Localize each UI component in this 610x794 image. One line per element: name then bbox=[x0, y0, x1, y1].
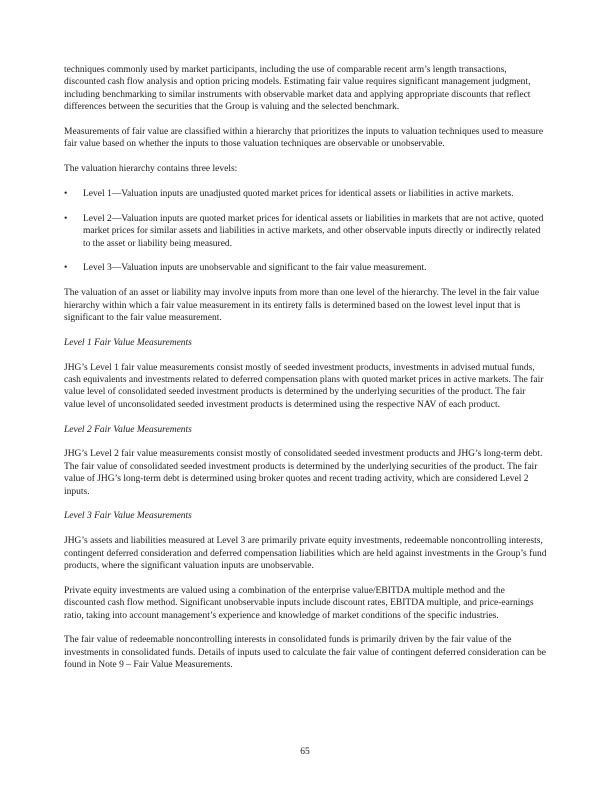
heading-level-1: Level 1 Fair Value Measurements bbox=[64, 337, 192, 348]
paragraph-fair-value-techniques: techniques commonly used by market participants, including the use of comparable recent arm’s length transactions, discounted cash flow analysis and option pricing models. Estimating fair value requires significant management judgment, including benchmarking to similar instruments with observable market data and applying appropriate discounts that reflect differences between the securities that the Group is valuing and the selected benchmark. bbox=[64, 65, 531, 113]
valuation-levels-list bbox=[64, 188, 548, 275]
list-item-level-1 bbox=[64, 188, 548, 200]
paragraph-hierarchy-levels: The valuation of an asset or liability may involve inputs from more than one level of the hierarchy. The level in the fair value hierarchy within which a fair value measurement in its entirety falls is determined based on the lowest level input that is significant to the fair value measurement. bbox=[64, 288, 540, 324]
bullet-icon: • bbox=[64, 213, 68, 224]
paragraph-three-levels: The valuation hierarchy contains three levels: bbox=[64, 164, 238, 175]
bullet-icon: • bbox=[64, 263, 68, 274]
bullet-icon: • bbox=[64, 189, 68, 200]
level-2-text: Level 2—Valuation inputs are quoted market prices for identical assets or liabilities in markets that are not active, quoted market prices for similar assets and liabilities in active markets, and other observable inputs directly or indirectly related to the asset or liability being measured. bbox=[83, 213, 544, 249]
page-number: 65 bbox=[300, 747, 310, 757]
list-item-level-3 bbox=[64, 262, 548, 274]
level-3-text: Level 3—Valuation inputs are unobservable and significant to the fair value measurement. bbox=[83, 263, 427, 274]
list-item-level-2 bbox=[64, 213, 548, 250]
level-1-text: Level 1—Valuation inputs are unadjusted quoted market prices for identical assets or liabilities in active markets. bbox=[83, 189, 514, 200]
paragraph-level-1: JHG’s Level 1 fair value measurements consist mostly of seeded investment products, investments in advised mutual funds, cash equivalents and investments related to deferred compensation plans with quoted market prices in active markets. The fair value level of consolidated seeded investment products is determined by the underlying securities of the product. The fair value level of unconsolidated seeded investment products is determined using the respective NAV of each product. bbox=[64, 362, 544, 410]
paragraph-hierarchy-intro: Measurements of fair value are classified within a hierarchy that prioritizes the inputs to valuation techniques used to measure fair value based on whether the inputs to those valuation techniques are observable or unobservable. bbox=[64, 127, 544, 150]
page-body bbox=[64, 64, 548, 684]
paragraph-noncontrolling-interests: The fair value of redeemable noncontrolling interests in consolidated funds is primarily driven by the fair value of the investments in consolidated funds. Details of inputs used to calculate the fair value of contingent deferred consideration can be found in Note 9 – Fair Value Measurements. bbox=[64, 635, 546, 671]
heading-level-2: Level 2 Fair Value Measurements bbox=[64, 424, 192, 435]
paragraph-private-equity: Private equity investments are valued using a combination of the enterprise value/EBITDA multiple method and the discounted cash flow method. Significant unobservable inputs include discount rates, EBITDA multiple, and price-earnings ratio, taking into account management’s experience and knowledge of market conditions of the specific industries. bbox=[64, 585, 534, 621]
paragraph-level-2: JHG’s Level 2 fair value measurements consist mostly of consolidated seeded investment products and JHG’s long-term debt. The fair value of consolidated seeded investment products is determined by the underlying securities of the product. The fair value of JHG’s long-term debt is determined using broker quotes and recent trading activity, which are considered Level 2 inputs. bbox=[64, 449, 543, 497]
heading-level-3: Level 3 Fair Value Measurements bbox=[64, 511, 192, 522]
paragraph-level-3-assets: JHG’s assets and liabilities measured at Level 3 are primarily private equity investments, redeemable noncontrolling interests, contingent deferred consideration and deferred compensation liabilities which are held against investments in the Group’s fund products, where the significant valuation inputs are unobservable. bbox=[64, 536, 547, 572]
